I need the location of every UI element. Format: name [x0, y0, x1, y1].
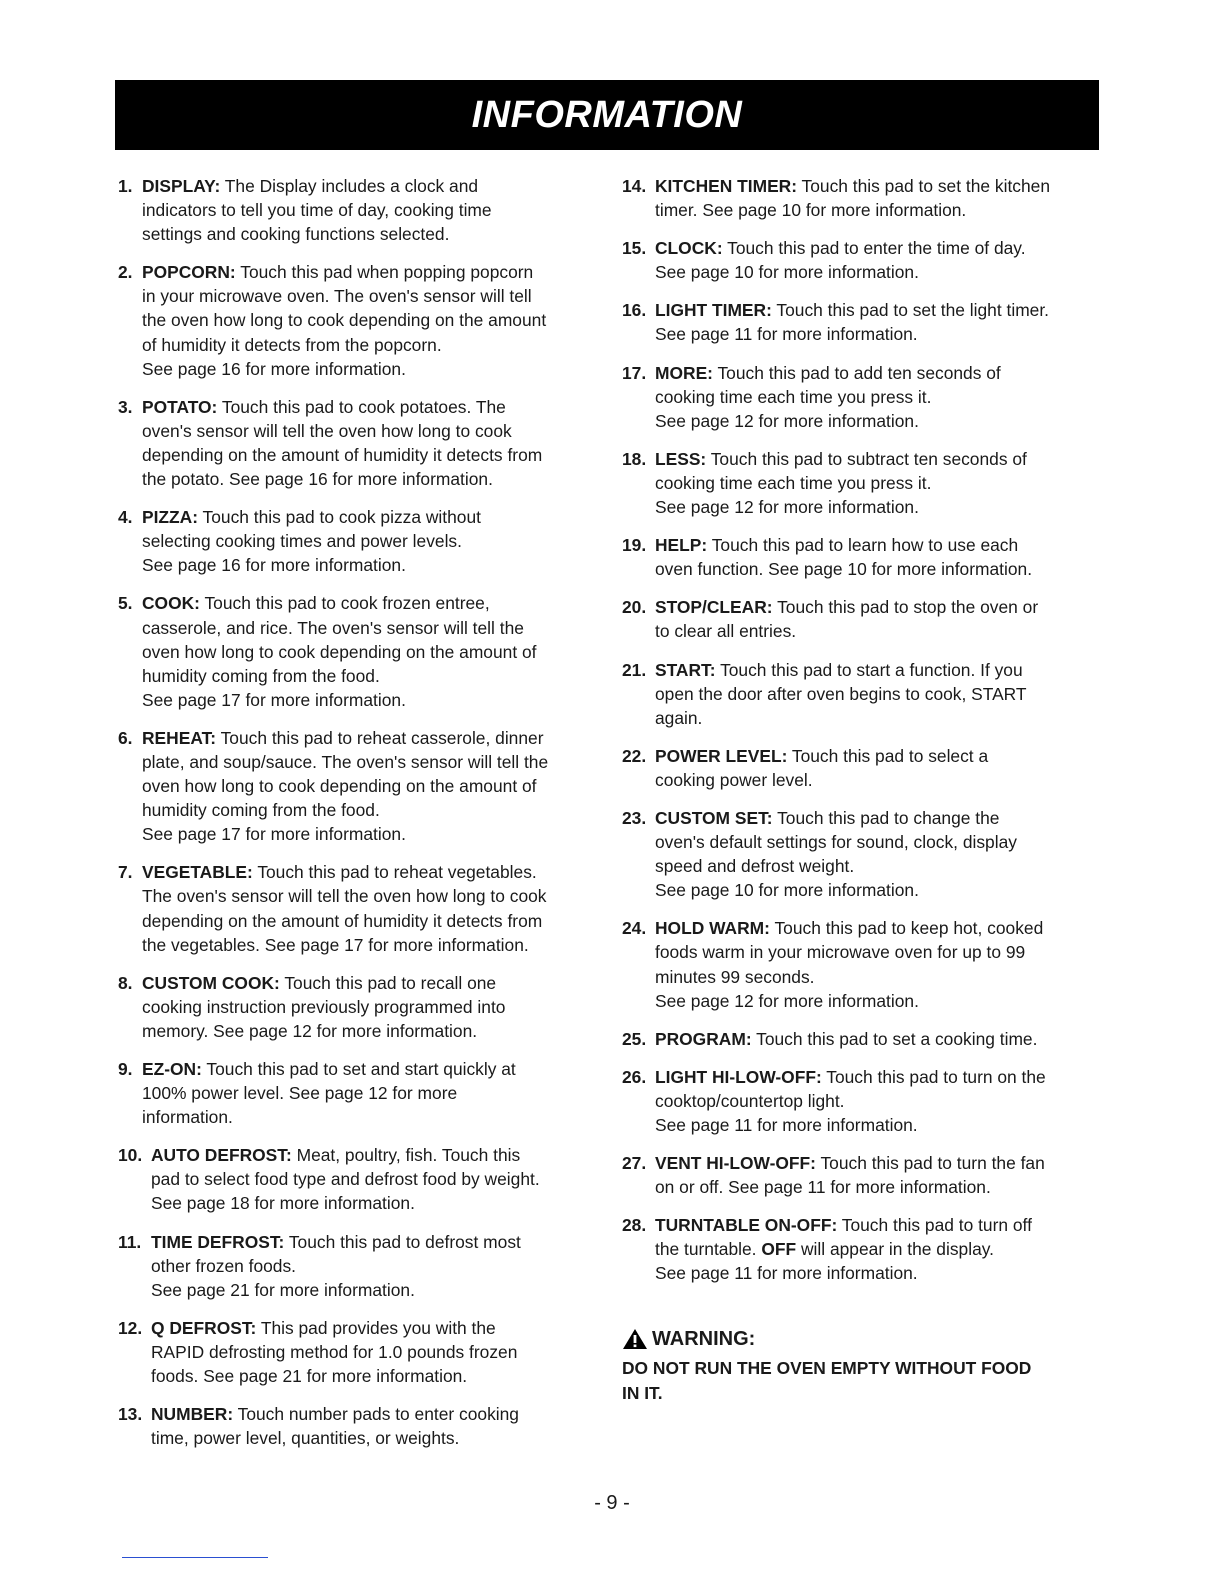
item-line [655, 595, 1102, 619]
item-line [142, 1081, 598, 1105]
warning-heading [622, 1326, 1102, 1352]
item-line [655, 854, 1102, 878]
list-item [622, 916, 1102, 1012]
item-number: 16. [622, 300, 647, 321]
list-item [622, 533, 1102, 581]
item-text: Touch this pad when popping popcorn [235, 262, 534, 283]
item-label: VEGETABLE: [142, 862, 253, 883]
list-item [622, 658, 1102, 730]
item-line [142, 1057, 598, 1081]
item-line [151, 1402, 598, 1426]
item-text: Touch this pad to keep hot, cooked [769, 918, 1044, 939]
item-text: oven how long to cook depending on the amount of [142, 776, 537, 797]
item-text: See page 11 for more information. [655, 1263, 918, 1284]
item-text: Touch this pad to select a [787, 745, 989, 766]
item-line [151, 1143, 598, 1167]
item-line [142, 640, 598, 664]
item-number: 12. [118, 1317, 143, 1338]
item-number: 11. [118, 1231, 142, 1252]
item-line [655, 744, 1102, 768]
item-line [151, 1364, 598, 1388]
item-label: REHEAT: [142, 727, 217, 748]
item-line [655, 830, 1102, 854]
list-item [622, 1151, 1102, 1199]
item-line [655, 806, 1102, 830]
item-text: Touch this pad to reheat vegetables. [252, 862, 537, 883]
list-item [118, 860, 598, 956]
item-line [142, 995, 598, 1019]
item-line [142, 529, 598, 553]
item-line [142, 884, 598, 908]
item-line [655, 361, 1102, 385]
item-label: START: [655, 659, 716, 680]
bottom-rule [122, 1557, 268, 1558]
item-label: LIGHT HI-LOW-OFF: [655, 1066, 822, 1087]
item-number: 7. [118, 862, 133, 883]
item-text: Touch this pad to add ten seconds of [712, 362, 1001, 383]
item-text: Touch this pad to cook potatoes. The [217, 396, 506, 417]
item-text: will appear in the display. [796, 1239, 994, 1260]
item-line [655, 322, 1102, 346]
item-text: cooking power level. [655, 769, 813, 790]
item-text: This pad provides you with the [256, 1317, 496, 1338]
item-text: Touch this pad to set the light timer. [771, 300, 1050, 321]
item-label: KITCHEN TIMER: [655, 176, 798, 196]
item-text: cooktop/countertop light. [655, 1090, 845, 1111]
item-number: 19. [622, 535, 647, 556]
item-number: 4. [118, 507, 133, 528]
item-line [142, 222, 598, 246]
item-text: Touch this pad to turn on the [821, 1066, 1046, 1087]
item-text: selecting cooking times and power levels. [142, 531, 462, 552]
item-text: timer. See page 10 for more information. [655, 200, 967, 221]
item-text: humidity coming from the food. [142, 665, 380, 686]
warning-title: WARNING: [652, 1328, 756, 1350]
item-text: See page 18 for more information. [151, 1193, 415, 1214]
left-column [118, 174, 598, 1464]
item-line [142, 933, 598, 957]
item-label: HOLD WARM: [655, 918, 770, 939]
item-number: 9. [118, 1059, 133, 1079]
item-line [655, 1261, 1102, 1285]
item-text: See page 10 for more information. [655, 880, 919, 901]
item-number: 17. [622, 362, 647, 383]
item-line [655, 682, 1102, 706]
item-line [655, 385, 1102, 409]
item-line [655, 1151, 1102, 1175]
list-item [622, 1027, 1102, 1051]
list-item [622, 744, 1102, 792]
item-line [142, 198, 598, 222]
item-text: foods. See page 21 for more information. [151, 1366, 468, 1387]
item-line [655, 174, 1102, 198]
item-line [655, 916, 1102, 940]
item-text: to clear all entries. [655, 621, 797, 642]
item-label: POWER LEVEL: [655, 745, 788, 766]
item-line [655, 447, 1102, 471]
item-text: See page 16 for more information. [142, 358, 406, 379]
item-number: 10. [118, 1145, 143, 1166]
item-text: cooking time each time you press it. [655, 472, 932, 493]
item-text: Touch this pad to reheat casserole, dinner [216, 727, 544, 748]
item-text: See page 21 for more information. [151, 1279, 415, 1300]
item-line [151, 1340, 598, 1364]
item-text: other frozen foods. [151, 1255, 297, 1276]
list-item [118, 1402, 598, 1450]
item-number: 8. [118, 972, 133, 993]
item-label: CLOCK: [655, 238, 723, 259]
item-line [151, 1191, 598, 1215]
item-text: 100% power level. See page 12 for more [142, 1083, 458, 1104]
item-line [655, 768, 1102, 792]
item-line [655, 298, 1102, 322]
item-number: 1. [118, 176, 133, 196]
item-text: See page 17 for more information. [142, 689, 406, 710]
item-text: the turntable. [655, 1239, 762, 1260]
item-label: DISPLAY: [142, 176, 221, 196]
item-line [655, 557, 1102, 581]
item-number: 13. [118, 1404, 143, 1425]
list-item [622, 298, 1102, 346]
item-line [655, 989, 1102, 1013]
item-line [655, 409, 1102, 433]
item-text: time, power level, quantities, or weights. [151, 1428, 460, 1449]
item-text: Touch this pad to defrost most [284, 1231, 521, 1252]
warning-triangle-icon [622, 1328, 648, 1350]
item-line [142, 443, 598, 467]
list-item [622, 174, 1102, 222]
item-line [655, 1027, 1102, 1051]
page-title: INFORMATION [471, 93, 743, 136]
item-line [655, 878, 1102, 902]
item-label: LESS: [655, 448, 707, 469]
item-line [142, 357, 598, 381]
item-line [151, 1254, 598, 1278]
item-label: EZ-ON: [142, 1059, 202, 1079]
item-line [655, 533, 1102, 557]
item-inline-bold: OFF [761, 1239, 797, 1260]
item-line [151, 1426, 598, 1450]
item-line [142, 822, 598, 846]
item-text: Touch this pad to change the [772, 807, 1000, 828]
item-text: oven's sensor will tell the oven how long to cook [142, 420, 512, 441]
list-item [118, 1057, 598, 1129]
item-line [655, 1113, 1102, 1137]
item-text: indicators to tell you time of day, cooking time [142, 200, 492, 221]
list-item [118, 726, 598, 846]
item-line [142, 591, 598, 615]
item-text: the oven how long to cook depending on the amount [142, 310, 547, 331]
item-text: information. [142, 1107, 233, 1128]
header-bar [115, 80, 1099, 150]
item-label: LIGHT TIMER: [655, 300, 772, 321]
item-line [142, 616, 598, 640]
item-number: 28. [622, 1215, 647, 1236]
item-line [655, 658, 1102, 682]
item-text: Touch this pad to set the kitchen [797, 176, 1050, 196]
item-line [655, 1237, 1102, 1261]
item-number: 18. [622, 448, 647, 469]
warning-line: DO NOT RUN THE OVEN EMPTY WITHOUT FOOD [622, 1358, 1032, 1378]
item-line [655, 706, 1102, 730]
item-text: The Display includes a clock and [220, 176, 479, 196]
item-line [151, 1278, 598, 1302]
item-text: oven's default settings for sound, clock, display [655, 832, 1017, 853]
item-text: oven how long to cook depending on the amount of [142, 641, 537, 662]
item-label: POPCORN: [142, 262, 236, 283]
item-text: pad to select food type and defrost food by weight. [151, 1169, 540, 1190]
item-line [142, 308, 598, 332]
item-label: VENT HI-LOW-OFF: [655, 1153, 816, 1174]
item-text: depending on the amount of humidity it detects from [142, 444, 543, 465]
item-line [142, 260, 598, 284]
item-text: of humidity it detects from the popcorn. [142, 334, 442, 355]
item-text: minutes 99 seconds. [655, 966, 815, 987]
item-text: humidity coming from the food. [142, 800, 380, 821]
list-item [118, 971, 598, 1043]
item-text: Touch this pad to recall one [279, 972, 497, 993]
list-item [622, 236, 1102, 284]
list-item [622, 595, 1102, 643]
item-line [142, 664, 598, 688]
item-line [655, 1065, 1102, 1089]
item-label: CUSTOM SET: [655, 807, 773, 828]
item-line [142, 688, 598, 712]
item-text: See page 11 for more information. [655, 1115, 918, 1135]
item-label: POTATO: [142, 396, 218, 417]
item-label: TURNTABLE ON-OFF: [655, 1215, 838, 1236]
item-text: Meat, poultry, fish. Touch this [291, 1145, 521, 1166]
list-item [118, 1143, 598, 1215]
item-line [655, 1089, 1102, 1113]
list-item [622, 806, 1102, 902]
item-line [142, 333, 598, 357]
item-text: Touch this pad to set a cooking time. [751, 1028, 1038, 1049]
item-text: Touch this pad to set and start quickly at [201, 1059, 516, 1079]
item-text: plate, and soup/sauce. The oven's sensor will tell the [142, 751, 549, 772]
item-text: Touch this pad to cook frozen entree, [199, 593, 490, 614]
item-number: 20. [622, 597, 647, 618]
list-item [118, 505, 598, 577]
item-line [655, 965, 1102, 989]
right-column [622, 174, 1102, 1300]
item-number: 25. [622, 1028, 647, 1049]
warning-text [622, 1356, 1102, 1405]
item-line [151, 1230, 598, 1254]
item-text: on or off. See page 11 for more information. [655, 1177, 991, 1198]
item-text: foods warm in your microwave oven for up to 99 [655, 942, 1026, 963]
item-line [142, 798, 598, 822]
item-text: in your microwave oven. The oven's sensor will tell [142, 286, 532, 307]
item-text: See page 11 for more information. [655, 324, 918, 345]
item-number: 22. [622, 745, 647, 766]
item-text: Touch this pad to cook pizza without [198, 507, 481, 528]
item-label: AUTO DEFROST: [151, 1145, 292, 1166]
list-item [118, 174, 598, 246]
item-label: NUMBER: [151, 1404, 234, 1425]
item-text: open the door after oven begins to cook, START [655, 683, 1027, 704]
item-line [655, 495, 1102, 519]
warning-line: IN IT. [622, 1382, 663, 1403]
list-item [622, 361, 1102, 433]
item-text: depending on the amount of humidity it detects from [142, 910, 543, 931]
item-text: See page 12 for more information. [655, 410, 919, 431]
item-text: oven function. See page 10 for more information. [655, 559, 1033, 580]
item-label: HELP: [655, 535, 708, 556]
item-text: See page 16 for more information. [142, 555, 406, 576]
item-label: COOK: [142, 593, 200, 614]
item-number: 27. [622, 1153, 647, 1174]
item-line [142, 726, 598, 750]
page-number: - 9 - [594, 1492, 630, 1514]
item-line [655, 940, 1102, 964]
item-line [142, 284, 598, 308]
item-line [142, 750, 598, 774]
item-line [151, 1167, 598, 1191]
item-number: 3. [118, 396, 133, 417]
list-item [622, 1065, 1102, 1137]
item-number: 24. [622, 918, 647, 939]
item-text: Touch number pads to enter cooking [233, 1404, 519, 1425]
item-text: See page 12 for more information. [655, 497, 919, 518]
list-item [118, 260, 598, 380]
item-line [151, 1316, 598, 1340]
item-number: 2. [118, 262, 133, 283]
item-line [655, 471, 1102, 495]
item-line [142, 505, 598, 529]
item-line [142, 467, 598, 491]
item-line [655, 260, 1102, 284]
item-text: again. [655, 707, 703, 728]
item-text: Touch this pad to learn how to use each [707, 535, 1019, 556]
list-item [118, 1230, 598, 1302]
item-text: See page 17 for more information. [142, 824, 406, 845]
item-text: memory. See page 12 for more information. [142, 1020, 478, 1041]
item-label: PIZZA: [142, 507, 199, 528]
item-text: Touch this pad to subtract ten seconds of [706, 448, 1027, 469]
item-text: Touch this pad to turn off [837, 1215, 1032, 1236]
item-text: speed and defrost weight. [655, 856, 855, 877]
item-line [655, 1213, 1102, 1237]
item-text: the potato. See page 16 for more information. [142, 469, 493, 490]
item-text: cooking instruction previously programmed into [142, 996, 506, 1017]
item-line [142, 909, 598, 933]
item-text: casserole, and rice. The oven's sensor will tell the [142, 617, 524, 638]
item-number: 23. [622, 807, 647, 828]
item-text: See page 12 for more information. [655, 990, 919, 1011]
item-line [142, 774, 598, 798]
item-line [655, 619, 1102, 643]
list-item [118, 395, 598, 491]
item-line [142, 553, 598, 577]
item-text: the vegetables. See page 17 for more information. [142, 934, 529, 955]
item-text: settings and cooking functions selected. [142, 224, 450, 245]
item-label: Q DEFROST: [151, 1317, 257, 1338]
item-label: TIME DEFROST: [151, 1231, 285, 1252]
item-number: 6. [118, 727, 133, 748]
item-number: 14. [622, 176, 647, 196]
item-label: CUSTOM COOK: [142, 972, 280, 993]
item-text: See page 10 for more information. [655, 262, 919, 283]
item-number: 15. [622, 238, 647, 259]
item-number: 26. [622, 1066, 647, 1087]
item-line [142, 395, 598, 419]
item-line [655, 198, 1102, 222]
item-text: Touch this pad to turn the fan [815, 1153, 1045, 1174]
item-line [655, 1175, 1102, 1199]
item-text: The oven's sensor will tell the oven how long to cook [142, 886, 547, 907]
warning-block [622, 1326, 1102, 1405]
item-label: STOP/CLEAR: [655, 597, 773, 618]
item-line [142, 174, 598, 198]
list-item [622, 1213, 1102, 1285]
item-text: cooking time each time you press it. [655, 386, 932, 407]
list-item [118, 1316, 598, 1388]
list-item [118, 591, 598, 711]
item-text: Touch this pad to enter the time of day. [722, 238, 1026, 259]
item-label: PROGRAM: [655, 1028, 752, 1049]
item-line [142, 419, 598, 443]
item-label: MORE: [655, 362, 713, 383]
item-number: 21. [622, 659, 647, 680]
item-text: Touch this pad to stop the oven or [772, 597, 1039, 618]
item-line [142, 860, 598, 884]
item-text: Touch this pad to start a function. If you [715, 659, 1023, 680]
item-number: 5. [118, 593, 133, 614]
item-line [142, 1105, 598, 1129]
item-line [142, 1019, 598, 1043]
item-line [142, 971, 598, 995]
item-line [655, 236, 1102, 260]
item-text: RAPID defrosting method for 1.0 pounds frozen [151, 1341, 518, 1362]
list-item [622, 447, 1102, 519]
